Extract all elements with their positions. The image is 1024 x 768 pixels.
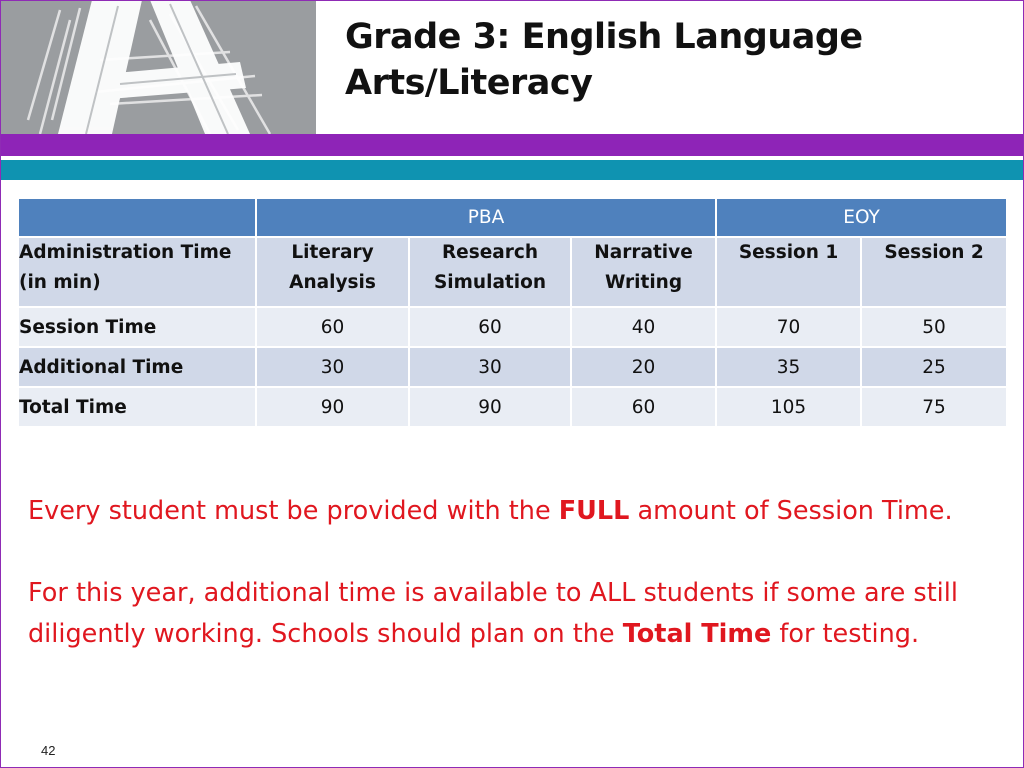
table-group-header-row bbox=[18, 198, 1007, 237]
administration-time-label: Administration Time (in min) bbox=[18, 237, 256, 307]
notes bbox=[28, 491, 988, 655]
table-cell: 90 bbox=[409, 387, 571, 427]
note-full-session-time bbox=[28, 491, 988, 532]
table-cell: 35 bbox=[716, 347, 861, 387]
blank-header-cell bbox=[18, 198, 256, 237]
table-cell: 75 bbox=[861, 387, 1007, 427]
table-row bbox=[18, 307, 1007, 347]
note-emphasis-total-time: Total Time bbox=[622, 619, 772, 649]
brush-a-logo-icon bbox=[0, 0, 316, 134]
table-cell: 70 bbox=[716, 307, 861, 347]
column-literary-analysis: Literary Analysis bbox=[256, 237, 409, 307]
column-narrative-writing: Narrative Writing bbox=[571, 237, 716, 307]
table-cell: 30 bbox=[256, 347, 409, 387]
table-cell: 90 bbox=[256, 387, 409, 427]
note-text: For this year, additional time is available to ALL students if some are still diligently working. Schools should plan on the bbox=[28, 578, 958, 649]
page-number: 42 bbox=[41, 743, 56, 758]
pba-header: PBA bbox=[256, 198, 716, 237]
header-bar-teal bbox=[0, 160, 1024, 180]
table-cell: 60 bbox=[571, 387, 716, 427]
row-label: Total Time bbox=[18, 387, 256, 427]
table-row bbox=[18, 347, 1007, 387]
table-cell: 105 bbox=[716, 387, 861, 427]
column-session-2: Session 2 bbox=[861, 237, 1007, 307]
column-session-1: Session 1 bbox=[716, 237, 861, 307]
note-text: amount of Session Time. bbox=[629, 496, 953, 526]
row-label: Session Time bbox=[18, 307, 256, 347]
table-cell: 60 bbox=[409, 307, 571, 347]
note-text: for testing. bbox=[771, 619, 920, 649]
table-cell: 30 bbox=[409, 347, 571, 387]
table-row bbox=[18, 387, 1007, 427]
header-bar-purple bbox=[0, 134, 1024, 156]
logo bbox=[0, 0, 316, 134]
column-research-simulation: Research Simulation bbox=[409, 237, 571, 307]
note-additional-time bbox=[28, 573, 988, 655]
table-cell: 25 bbox=[861, 347, 1007, 387]
note-text: Every student must be provided with the bbox=[28, 496, 559, 526]
table-cell: 40 bbox=[571, 307, 716, 347]
administration-time-table bbox=[17, 197, 1008, 428]
table-cell: 20 bbox=[571, 347, 716, 387]
row-label: Additional Time bbox=[18, 347, 256, 387]
table-cell: 60 bbox=[256, 307, 409, 347]
table-cell: 50 bbox=[861, 307, 1007, 347]
table-subheader-row bbox=[18, 237, 1007, 307]
page-title: Grade 3: English Language Arts/Literacy bbox=[345, 17, 863, 103]
note-emphasis-full: FULL bbox=[558, 496, 630, 526]
eoy-header: EOY bbox=[716, 198, 1007, 237]
